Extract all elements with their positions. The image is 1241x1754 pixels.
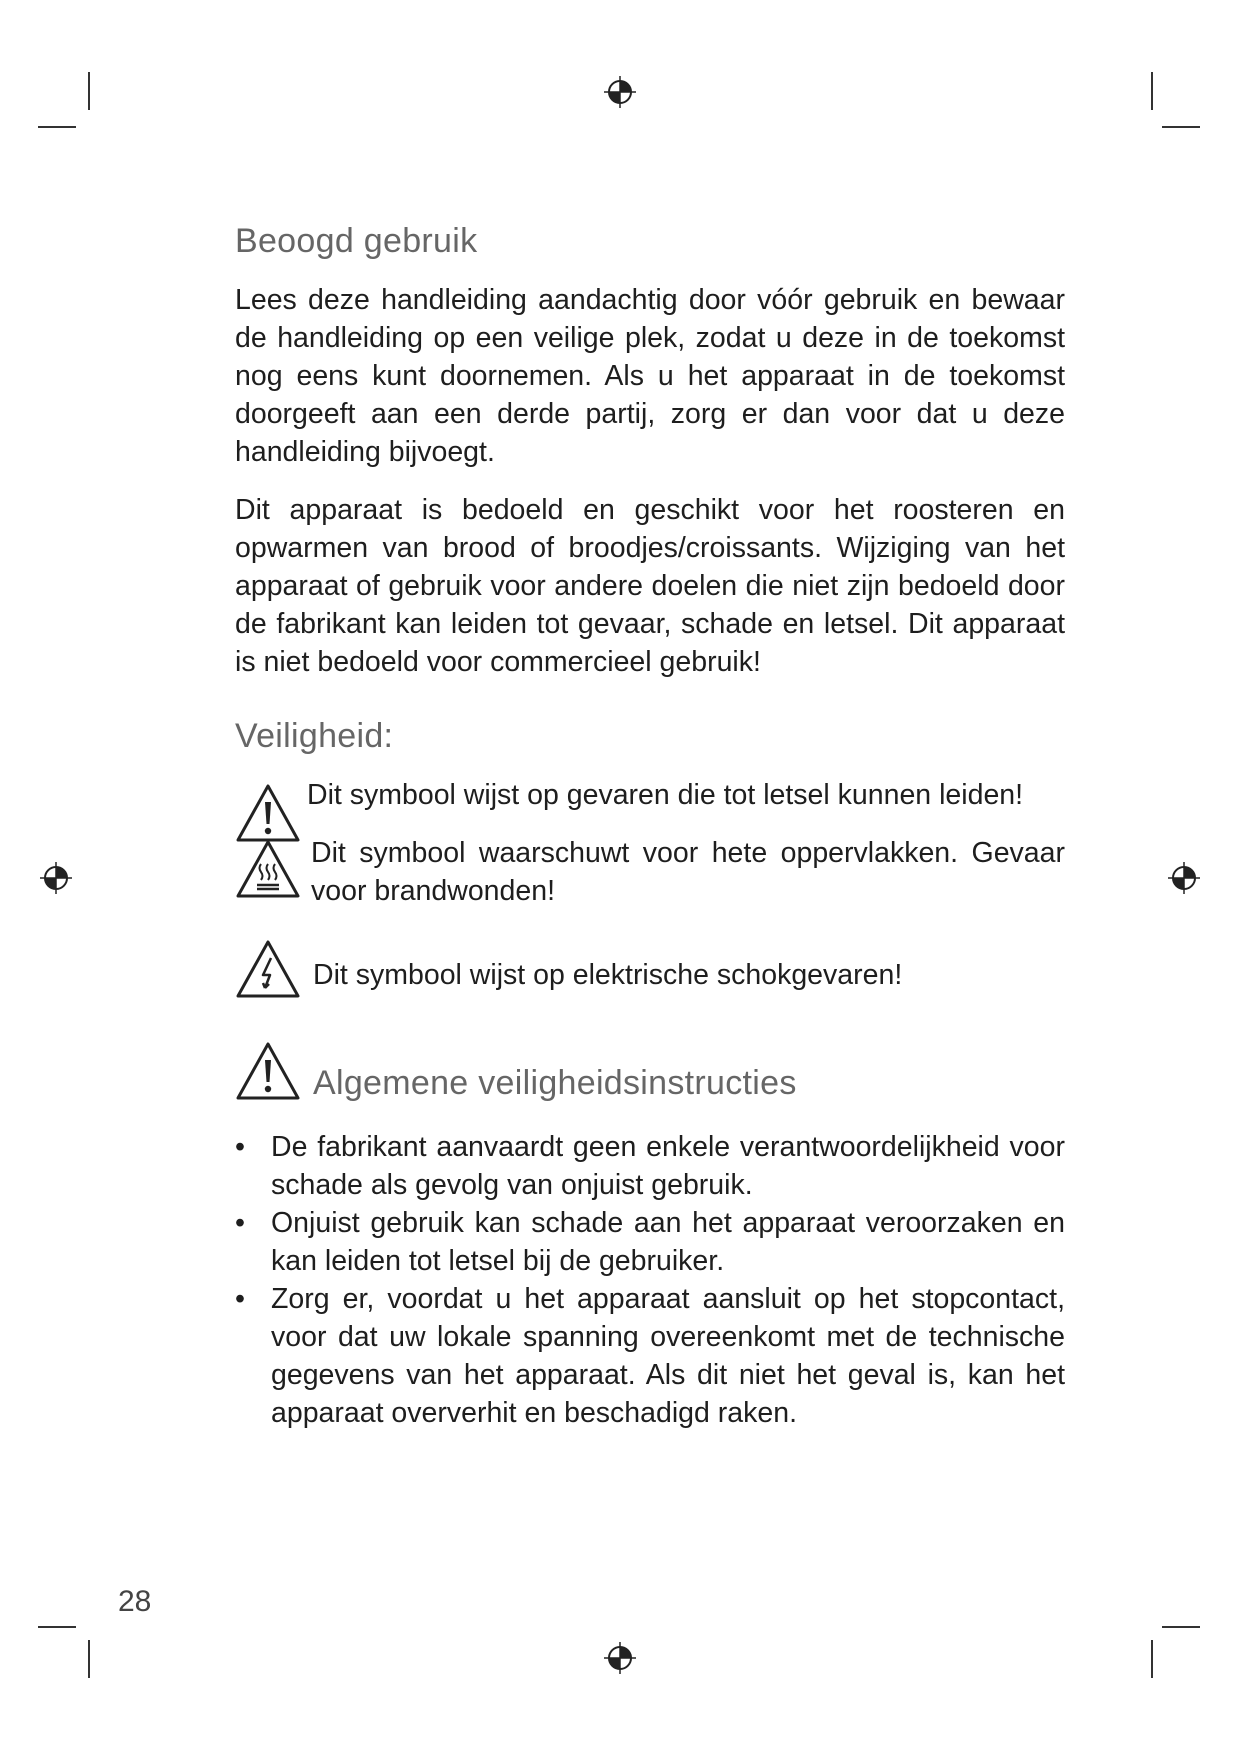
- safety-symbol-text: Dit symbool wijst op gevaren die tot letsel kunnen leiden!: [307, 779, 1024, 811]
- crop-mark: [38, 1626, 76, 1628]
- registration-mark-icon: [602, 74, 638, 110]
- safety-symbol-warning: [235, 776, 1065, 814]
- list-item-text: Zorg er, voordat u het apparaat aansluit op het stopcontact, voor dat uw lokale spanning overeenkomt met de technische gegevens van het apparaat. Als dit niet het geval is, kan het apparaat oververhit en beschadigd raken.: [271, 1283, 1065, 1429]
- electric-shock-icon: [235, 938, 301, 1000]
- safety-symbol-hot-surface: [235, 834, 1065, 910]
- warning-exclamation-icon: [235, 1040, 301, 1102]
- list-item: [235, 1128, 1065, 1204]
- safety-symbol-electric: [235, 938, 1065, 1002]
- intended-use-paragraph-2: Dit apparaat is bedoeld en geschikt voor het roosteren en opwarmen van brood of broodjes/croissants. Wijziging van het apparaat of gebruik voor andere doelen die niet zijn bedoeld door de fabrikant kan leiden tot gevaar, schade en letsel. Dit apparaat is niet bedoeld voor commercieel gebruik!: [235, 494, 1065, 678]
- general-safety-header: [235, 1040, 1065, 1106]
- list-item-text: Onjuist gebruik kan schade aan het apparaat veroorzaken en kan leiden tot letsel bij de gebruiker.: [271, 1207, 1065, 1277]
- crop-mark: [1151, 72, 1153, 110]
- list-item: [235, 1280, 1065, 1432]
- page-number: 28: [118, 1585, 152, 1618]
- intended-use-paragraph-1: Lees deze handleiding aandachtig door vóór gebruik en bewaar de handleiding op een veilige plek, zodat u deze in de toekomst nog eens kunt doornemen. Als u het apparaat in de toekomst doorgeeft aan een derde partij, zorg er dan voor dat u deze handleiding bijvoegt.: [235, 284, 1065, 468]
- general-safety-list: [235, 1128, 1065, 1432]
- registration-mark-icon: [38, 860, 74, 896]
- safety-heading: Veiligheid:: [235, 717, 394, 755]
- intended-use-heading: Beoogd gebruik: [235, 222, 478, 260]
- list-item: [235, 1204, 1065, 1280]
- crop-mark: [38, 126, 76, 128]
- registration-mark-icon: [1166, 860, 1202, 896]
- page-content: [235, 222, 1065, 1432]
- crop-mark: [1162, 1626, 1200, 1628]
- bullet-icon: •: [235, 1283, 245, 1315]
- crop-mark: [88, 1640, 90, 1678]
- safety-symbol-text: Dit symbool wijst op elektrische schokgevaren!: [313, 959, 903, 991]
- list-item-text: De fabrikant aanvaardt geen enkele verantwoordelijkheid voor schade als gevolg van onjuist gebruik.: [271, 1131, 1065, 1201]
- crop-mark: [1151, 1640, 1153, 1678]
- crop-mark: [88, 72, 90, 110]
- bullet-icon: •: [235, 1207, 245, 1239]
- general-safety-heading: Algemene veiligheidsinstructies: [313, 1064, 797, 1102]
- crop-mark: [1162, 126, 1200, 128]
- bullet-icon: •: [235, 1131, 245, 1163]
- registration-mark-icon: [602, 1640, 638, 1676]
- safety-symbol-text: Dit symbool waarschuwt voor hete oppervlakken. Gevaar voor brandwonden!: [311, 837, 1065, 907]
- hot-surface-icon: [235, 838, 301, 900]
